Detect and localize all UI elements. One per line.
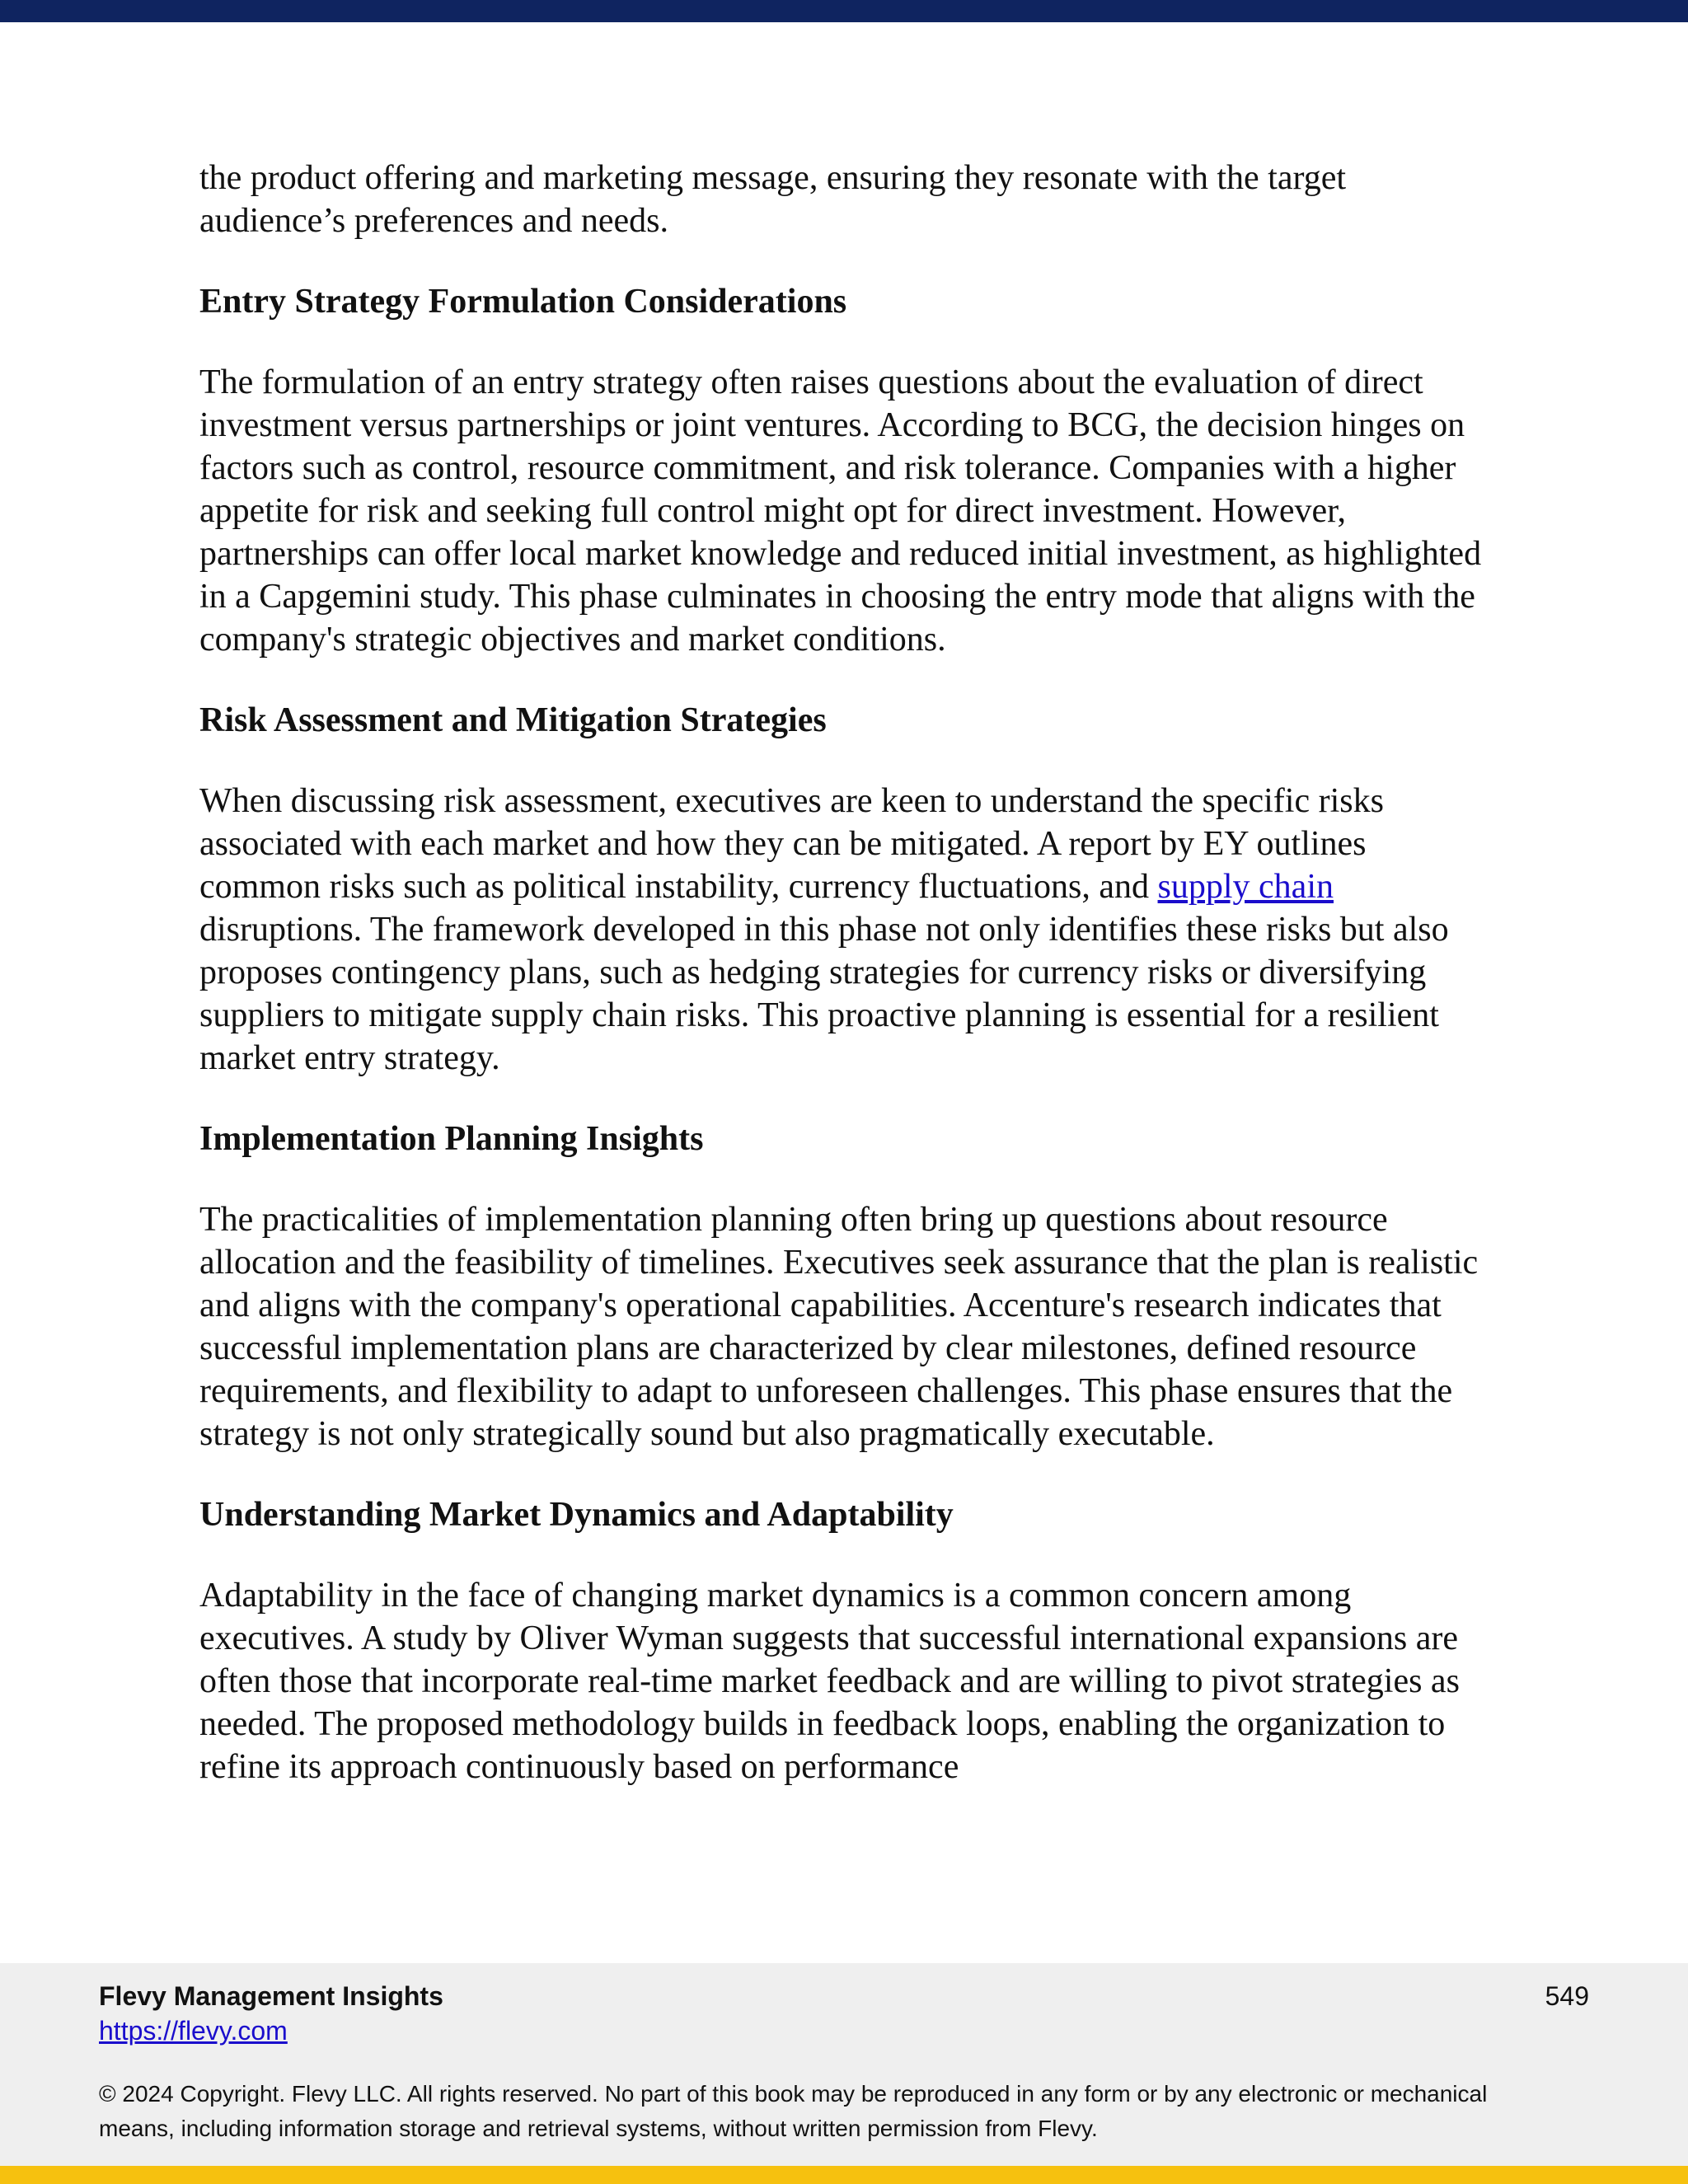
page-footer xyxy=(0,1963,1688,2166)
heading-risk-assessment: Risk Assessment and Mitigation Strategies xyxy=(199,701,827,739)
footer-website-link[interactable]: https://flevy.com xyxy=(99,2016,288,2046)
top-accent-bar xyxy=(0,0,1688,22)
bottom-accent-bar xyxy=(0,2166,1688,2184)
page-number: 549 xyxy=(1545,1981,1589,2011)
intro-paragraph: the product offering and marketing message, ensuring they resonate with the target audience’s preferences and needs. xyxy=(199,159,1347,240)
risk-text-after-link: disruptions. The framework developed in this phase not only identifies these risks but also proposes contingency plans, such as hedging strategies for currency risks or diversifying suppliers to mitigate supply chain risks. This proactive planning is essential for a resilient market entry strategy. xyxy=(199,911,1449,1077)
supply-chain-link[interactable]: supply chain xyxy=(1157,868,1334,906)
heading-entry-strategy: Entry Strategy Formulation Considerations xyxy=(199,283,847,321)
paragraph-market-dynamics: Adaptability in the face of changing market dynamics is a common concern among executives. A study by Oliver Wyman suggests that successful international expansions are often those that incorporate real-time market feedback and are willing to pivot strategies as needed. The proposed methodology builds in feedback loops, enabling the organization to refine its approach continuously based on performance xyxy=(199,1577,1460,1786)
paragraph-implementation-planning: The practicalities of implementation planning often bring up questions about resource allocation and the feasibility of timelines. Executives seek assurance that the plan is realistic and aligns with the company's operational capabilities. Accenture's research indicates that successful implementation plans are characterized by clear milestones, defined resource requirements, and flexibility to adapt to unforeseen challenges. This phase ensures that the strategy is not only strategically sound but also pragmatically executable. xyxy=(199,1201,1479,1453)
copyright-notice: © 2024 Copyright. Flevy LLC. All rights reserved. No part of this book may be reproduced in any form or by any electronic or mechanical means, including information storage and retrieval systems, without written permission from Flevy. xyxy=(99,2081,1488,2141)
risk-text-before-link: When discussing risk assessment, executives are keen to understand the specific risks associated with each market and how they can be mitigated. A report by EY outlines common risks such as political instability, currency fluctuations, and xyxy=(199,782,1384,906)
heading-implementation-planning: Implementation Planning Insights xyxy=(199,1120,704,1158)
paragraph-risk-assessment xyxy=(199,780,1493,1080)
paragraph-entry-strategy: The formulation of an entry strategy often raises questions about the evaluation of direct investment versus partnerships or joint ventures. According to BCG, the decision hinges on factors such as control, resource commitment, and risk tolerance. Companies with a higher appetite for risk and seeking full control might opt for direct investment. However, partnerships can offer local market knowledge and reduced initial investment, as highlighted in a Capgemini study. This phase culminates in choosing the entry mode that aligns with the company's strategic objectives and market conditions. xyxy=(199,363,1482,658)
heading-market-dynamics: Understanding Market Dynamics and Adaptability xyxy=(199,1496,954,1534)
page-content xyxy=(199,157,1493,1826)
footer-brand: Flevy Management Insights xyxy=(99,1981,443,2011)
